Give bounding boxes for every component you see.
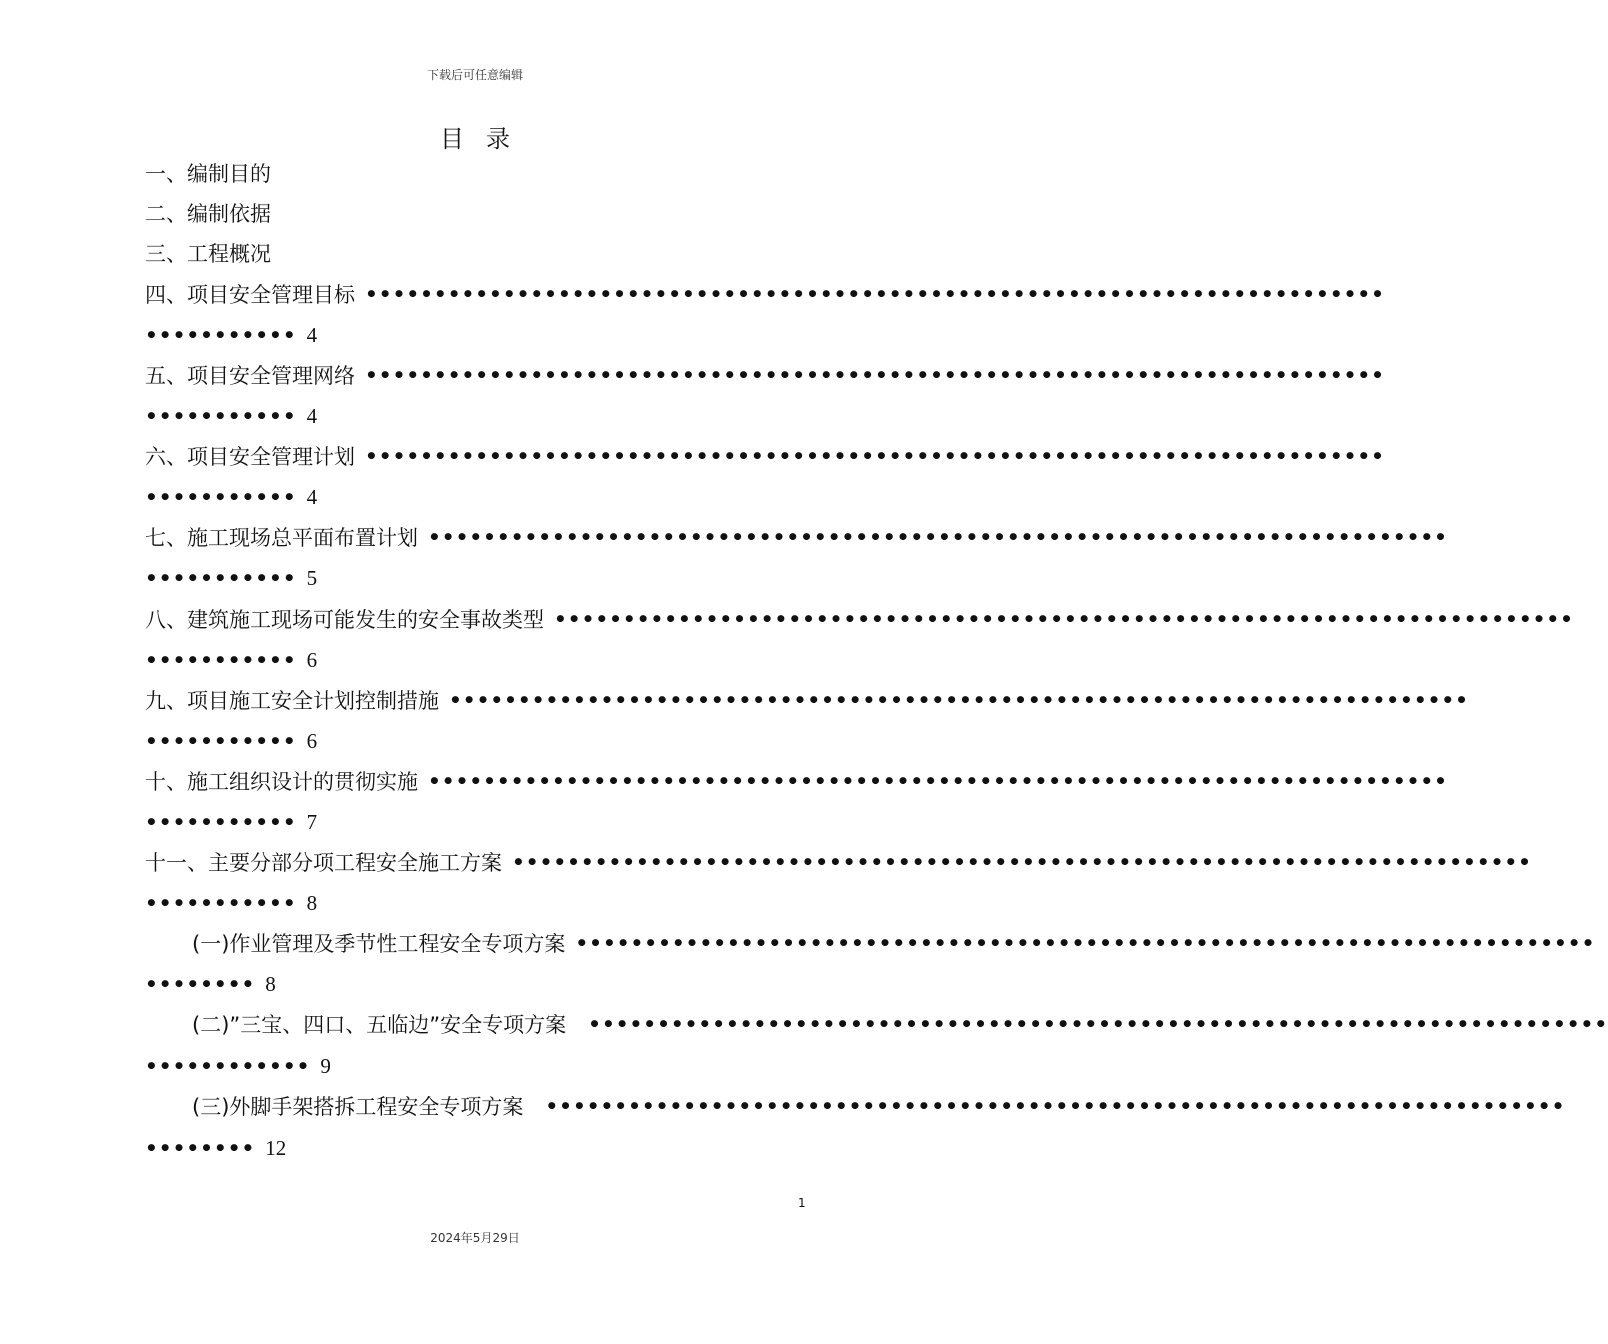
- toc-subentry[interactable]: [192, 1009, 1608, 1041]
- leader-dots: •••••••••••: [145, 729, 297, 753]
- toc-entry-label: (三)外脚手架搭拆工程安全专项方案: [192, 1095, 524, 1119]
- leader-dots: ••••••••••••••••••••••••••••••••••••••••••••••••••••••••••••••••••••••••••: [365, 282, 1385, 306]
- toc-item[interactable]: 三、工程概况: [145, 242, 271, 266]
- toc-entry-label: 七、施工现场总平面布置计划: [145, 526, 418, 550]
- leader-dots: ••••••••: [145, 1136, 256, 1160]
- toc-entry-continuation: [145, 725, 805, 757]
- toc-page-number: 6: [306, 729, 318, 753]
- leader-dots: •••••••••••: [145, 648, 297, 672]
- toc-page-number: 5: [306, 566, 318, 590]
- toc-entry-label: 四、项目安全管理目标: [145, 283, 355, 307]
- toc-entry-continuation: [145, 562, 805, 594]
- page-number: 1: [798, 1196, 806, 1210]
- leader-dots: •••••••••••: [145, 485, 297, 509]
- toc-page-number: 6: [306, 648, 318, 672]
- toc-entry[interactable]: [145, 522, 1448, 554]
- toc-entry-continuation: [145, 481, 805, 513]
- footer-date: 2024年5月29日: [430, 1231, 520, 1245]
- toc-entry-continuation: [145, 887, 805, 919]
- toc-entry-continuation: [145, 1050, 805, 1082]
- toc-page-number: 4: [306, 323, 318, 347]
- toc-entry[interactable]: [145, 360, 1385, 392]
- leader-dots: •••••••••••: [145, 404, 297, 428]
- toc-entry-label: 五、项目安全管理网络: [145, 364, 355, 388]
- toc-entry-label: 十一、主要分部分项工程安全施工方案: [145, 851, 502, 875]
- toc-entry-continuation: [145, 806, 805, 838]
- toc-entry[interactable]: [145, 847, 1532, 879]
- toc-item[interactable]: 二、编制依据: [145, 202, 271, 226]
- leader-dots: ••••••••: [145, 972, 256, 996]
- toc-entry[interactable]: [145, 766, 1448, 798]
- toc-entry-label: (一)作业管理及季节性工程安全专项方案: [192, 932, 566, 956]
- toc-entry-label: 八、建筑施工现场可能发生的安全事故类型: [145, 608, 544, 632]
- leader-dots: ••••••••••••••••••••••••••••••••••••••••••••••••••••••••••••••••••••••••••: [588, 1012, 1608, 1036]
- toc-subentry[interactable]: [192, 1091, 1566, 1123]
- toc-page-number: 4: [306, 404, 318, 428]
- toc-entry-continuation: [145, 968, 805, 1000]
- toc-entry-label: 十、施工组织设计的贯彻实施: [145, 770, 418, 794]
- toc-entry-continuation: [145, 1132, 805, 1164]
- toc-page-number: 12: [265, 1136, 287, 1160]
- toc-entry[interactable]: [145, 441, 1385, 473]
- toc-page-number: 9: [320, 1054, 331, 1078]
- leader-dots: ••••••••••••••••••••••••••••••••••••••••••••••••••••••••••••••••••••••••••: [512, 850, 1532, 874]
- toc-entry-label: 六、项目安全管理计划: [145, 445, 355, 469]
- leader-dots: ••••••••••••••••••••••••••••••••••••••••••••••••••••••••••••••••••••••••••: [428, 769, 1448, 793]
- toc-entry-continuation: [145, 644, 805, 676]
- leader-dots: ••••••••••••••••••••••••••••••••••••••••••••••••••••••••••••••••••••••••••: [554, 607, 1574, 631]
- leader-dots: ••••••••••••: [145, 1054, 311, 1078]
- leader-dots: •••••••••••: [145, 566, 297, 590]
- toc-entry[interactable]: [145, 279, 1385, 311]
- leader-dots: •••••••••••: [145, 810, 297, 834]
- leader-dots: •••••••••••: [145, 891, 297, 915]
- leader-dots: •••••••••••: [145, 323, 297, 347]
- toc-entry-continuation: [145, 319, 805, 351]
- toc-title: 目录: [440, 125, 532, 153]
- toc-subentry[interactable]: [192, 928, 1596, 960]
- toc-item[interactable]: 一、编制目的: [145, 162, 271, 186]
- toc-entry[interactable]: [145, 604, 1574, 636]
- header-note: 下载后可任意编辑: [426, 68, 523, 82]
- leader-dots: ••••••••••••••••••••••••••••••••••••••••••••••••••••••••••••••••••••••••••: [575, 931, 1596, 955]
- toc-entry[interactable]: [145, 685, 1469, 717]
- leader-dots: ••••••••••••••••••••••••••••••••••••••••••••••••••••••••••••••••••••••••••: [428, 525, 1448, 549]
- leader-dots: ••••••••••••••••••••••••••••••••••••••••••••••••••••••••••••••••••••••••••: [365, 444, 1385, 468]
- leader-dots: ••••••••••••••••••••••••••••••••••••••••••••••••••••••••••••••••••••••••••: [545, 1094, 1566, 1118]
- toc-entry-continuation: [145, 400, 805, 432]
- toc-entry-label: 九、项目施工安全计划控制措施: [145, 689, 439, 713]
- leader-dots: ••••••••••••••••••••••••••••••••••••••••••••••••••••••••••••••••••••••••••: [365, 363, 1385, 387]
- toc-page-number: 4: [306, 485, 318, 509]
- toc-page-number: 7: [306, 810, 318, 834]
- leader-dots: ••••••••••••••••••••••••••••••••••••••••••••••••••••••••••••••••••••••••••: [449, 688, 1469, 712]
- toc-entry-label: (二)”三宝、四口、五临边”安全专项方案: [192, 1013, 567, 1037]
- toc-page-number: 8: [306, 891, 318, 915]
- toc-page-number: 8: [265, 972, 276, 996]
